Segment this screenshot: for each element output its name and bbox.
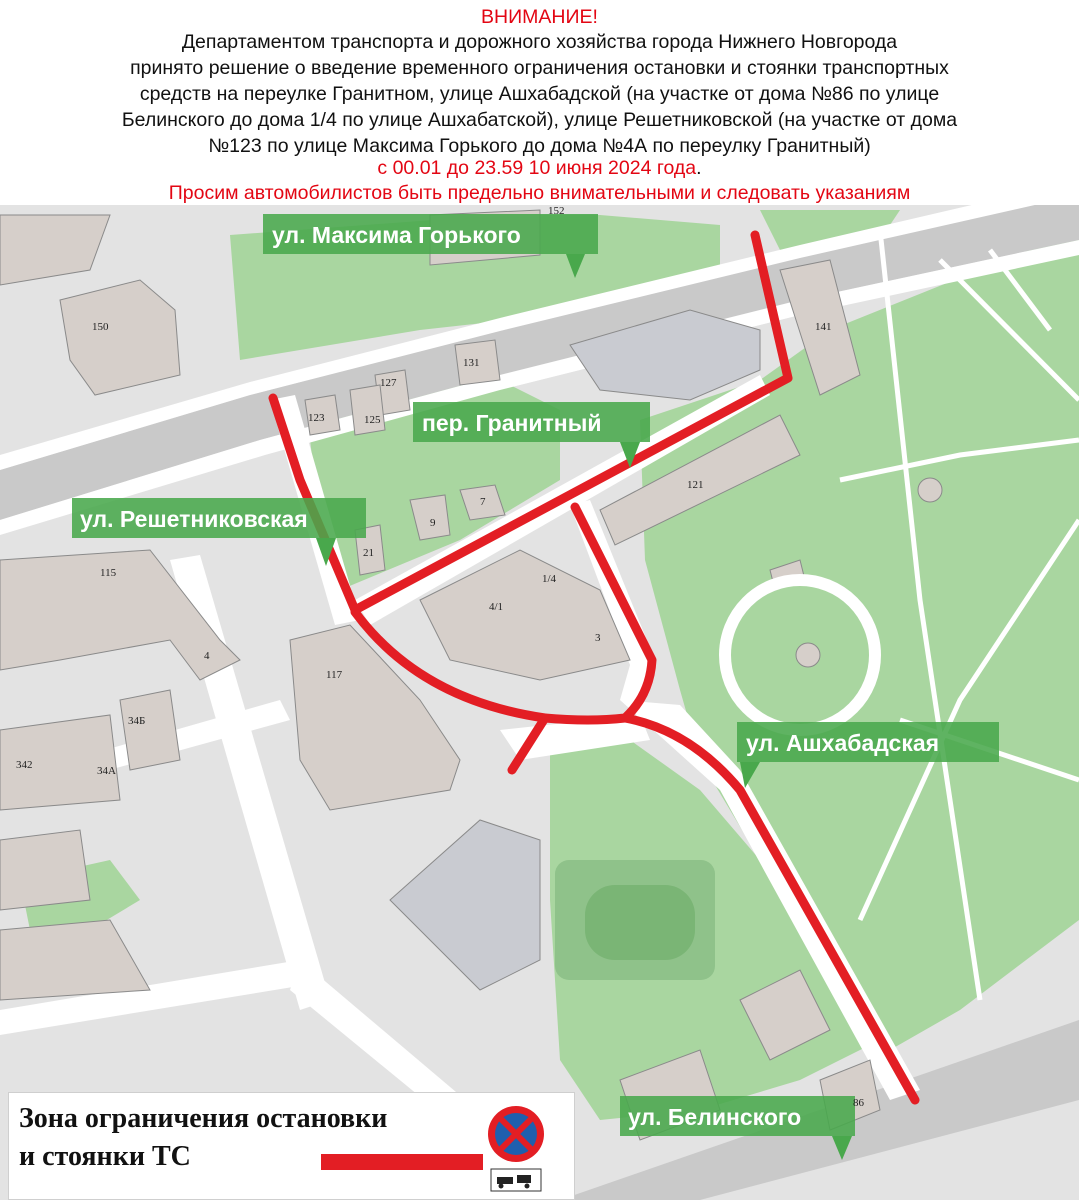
tow-truck-body	[497, 1177, 513, 1184]
building-number: 7	[480, 496, 486, 508]
tow-wheel	[525, 1184, 530, 1189]
legend-title-line1: Зона ограничения остановки	[19, 1103, 388, 1134]
notice-date	[0, 157, 1079, 179]
building-number: 4	[204, 650, 210, 662]
notice-body-line: Белинского до дома 1/4 по улице Ашхабатской), улице Решетниковской (на участке от дома	[121, 109, 958, 131]
tow-wheel	[499, 1184, 504, 1189]
building-number: 86	[853, 1097, 864, 1109]
tow-car	[517, 1175, 531, 1183]
no-stopping-tow-sign-icon	[485, 1103, 547, 1195]
street-label-granitny: пер. Гранитный	[422, 410, 602, 436]
building-number: 121	[687, 479, 704, 491]
building-number: 4/1	[489, 601, 504, 613]
building-number: 125	[364, 414, 381, 426]
building-125	[350, 385, 385, 435]
building-number: 3	[595, 632, 601, 644]
notice-date-suffix: .	[696, 157, 702, 179]
notice-body-line: принято решение о введение временного ограничения остановки и стоянки транспортных	[130, 57, 949, 79]
building-number: 141	[815, 321, 832, 333]
building	[0, 830, 90, 910]
building-number: 9	[430, 517, 436, 529]
legend	[8, 1092, 575, 1200]
street-label-reshetnikovskaya: ул. Решетниковская	[80, 506, 308, 532]
notice-appeal: Просим автомобилистов быть предельно внимательными и следовать указаниям	[168, 182, 911, 204]
notice-body-line: Департаментом транспорта и дорожного хозяйства города Нижнего Новгорода	[181, 31, 898, 53]
street-label-gorkogo: ул. Максима Горького	[272, 222, 521, 248]
building-number: 21	[363, 547, 374, 559]
building-number: 131	[463, 357, 480, 369]
street-label-belinskogo: ул. Белинского	[628, 1104, 802, 1130]
stadium-track	[585, 885, 695, 960]
building-number: 152	[548, 205, 565, 217]
notice-date-text: с 00.01 до 23.59 10 июня 2024 года	[377, 157, 697, 179]
building-34b	[120, 690, 180, 770]
notice-heading: ВНИМАНИЕ!	[481, 6, 598, 28]
building-number: 127	[380, 377, 397, 389]
notice-body-line: №123 по улице Максима Горького до дома №4А по переулку Гранитный)	[208, 135, 871, 157]
legend-title-line2: и стоянки ТС	[19, 1141, 191, 1172]
park-fountain	[918, 478, 942, 502]
notice-header	[0, 0, 1079, 205]
park-monument	[796, 643, 820, 667]
building-number: 34Б	[128, 715, 146, 727]
building-number: 117	[326, 669, 343, 681]
building-number: 34А	[97, 765, 116, 777]
building-number: 1/4	[542, 573, 557, 585]
building-number: 150	[92, 321, 109, 333]
street-label-ashkhabadskaya: ул. Ашхабадская	[746, 730, 940, 756]
notice-body-line: средств на переулке Гранитном, улице Ашхабадской (на участке от дома №86 по улице	[139, 83, 940, 105]
legend-restriction-swatch	[321, 1154, 483, 1170]
street-map	[0, 205, 1079, 1200]
building-number: 123	[308, 412, 325, 424]
building-number: 342	[16, 759, 33, 771]
building-number: 115	[100, 567, 117, 579]
